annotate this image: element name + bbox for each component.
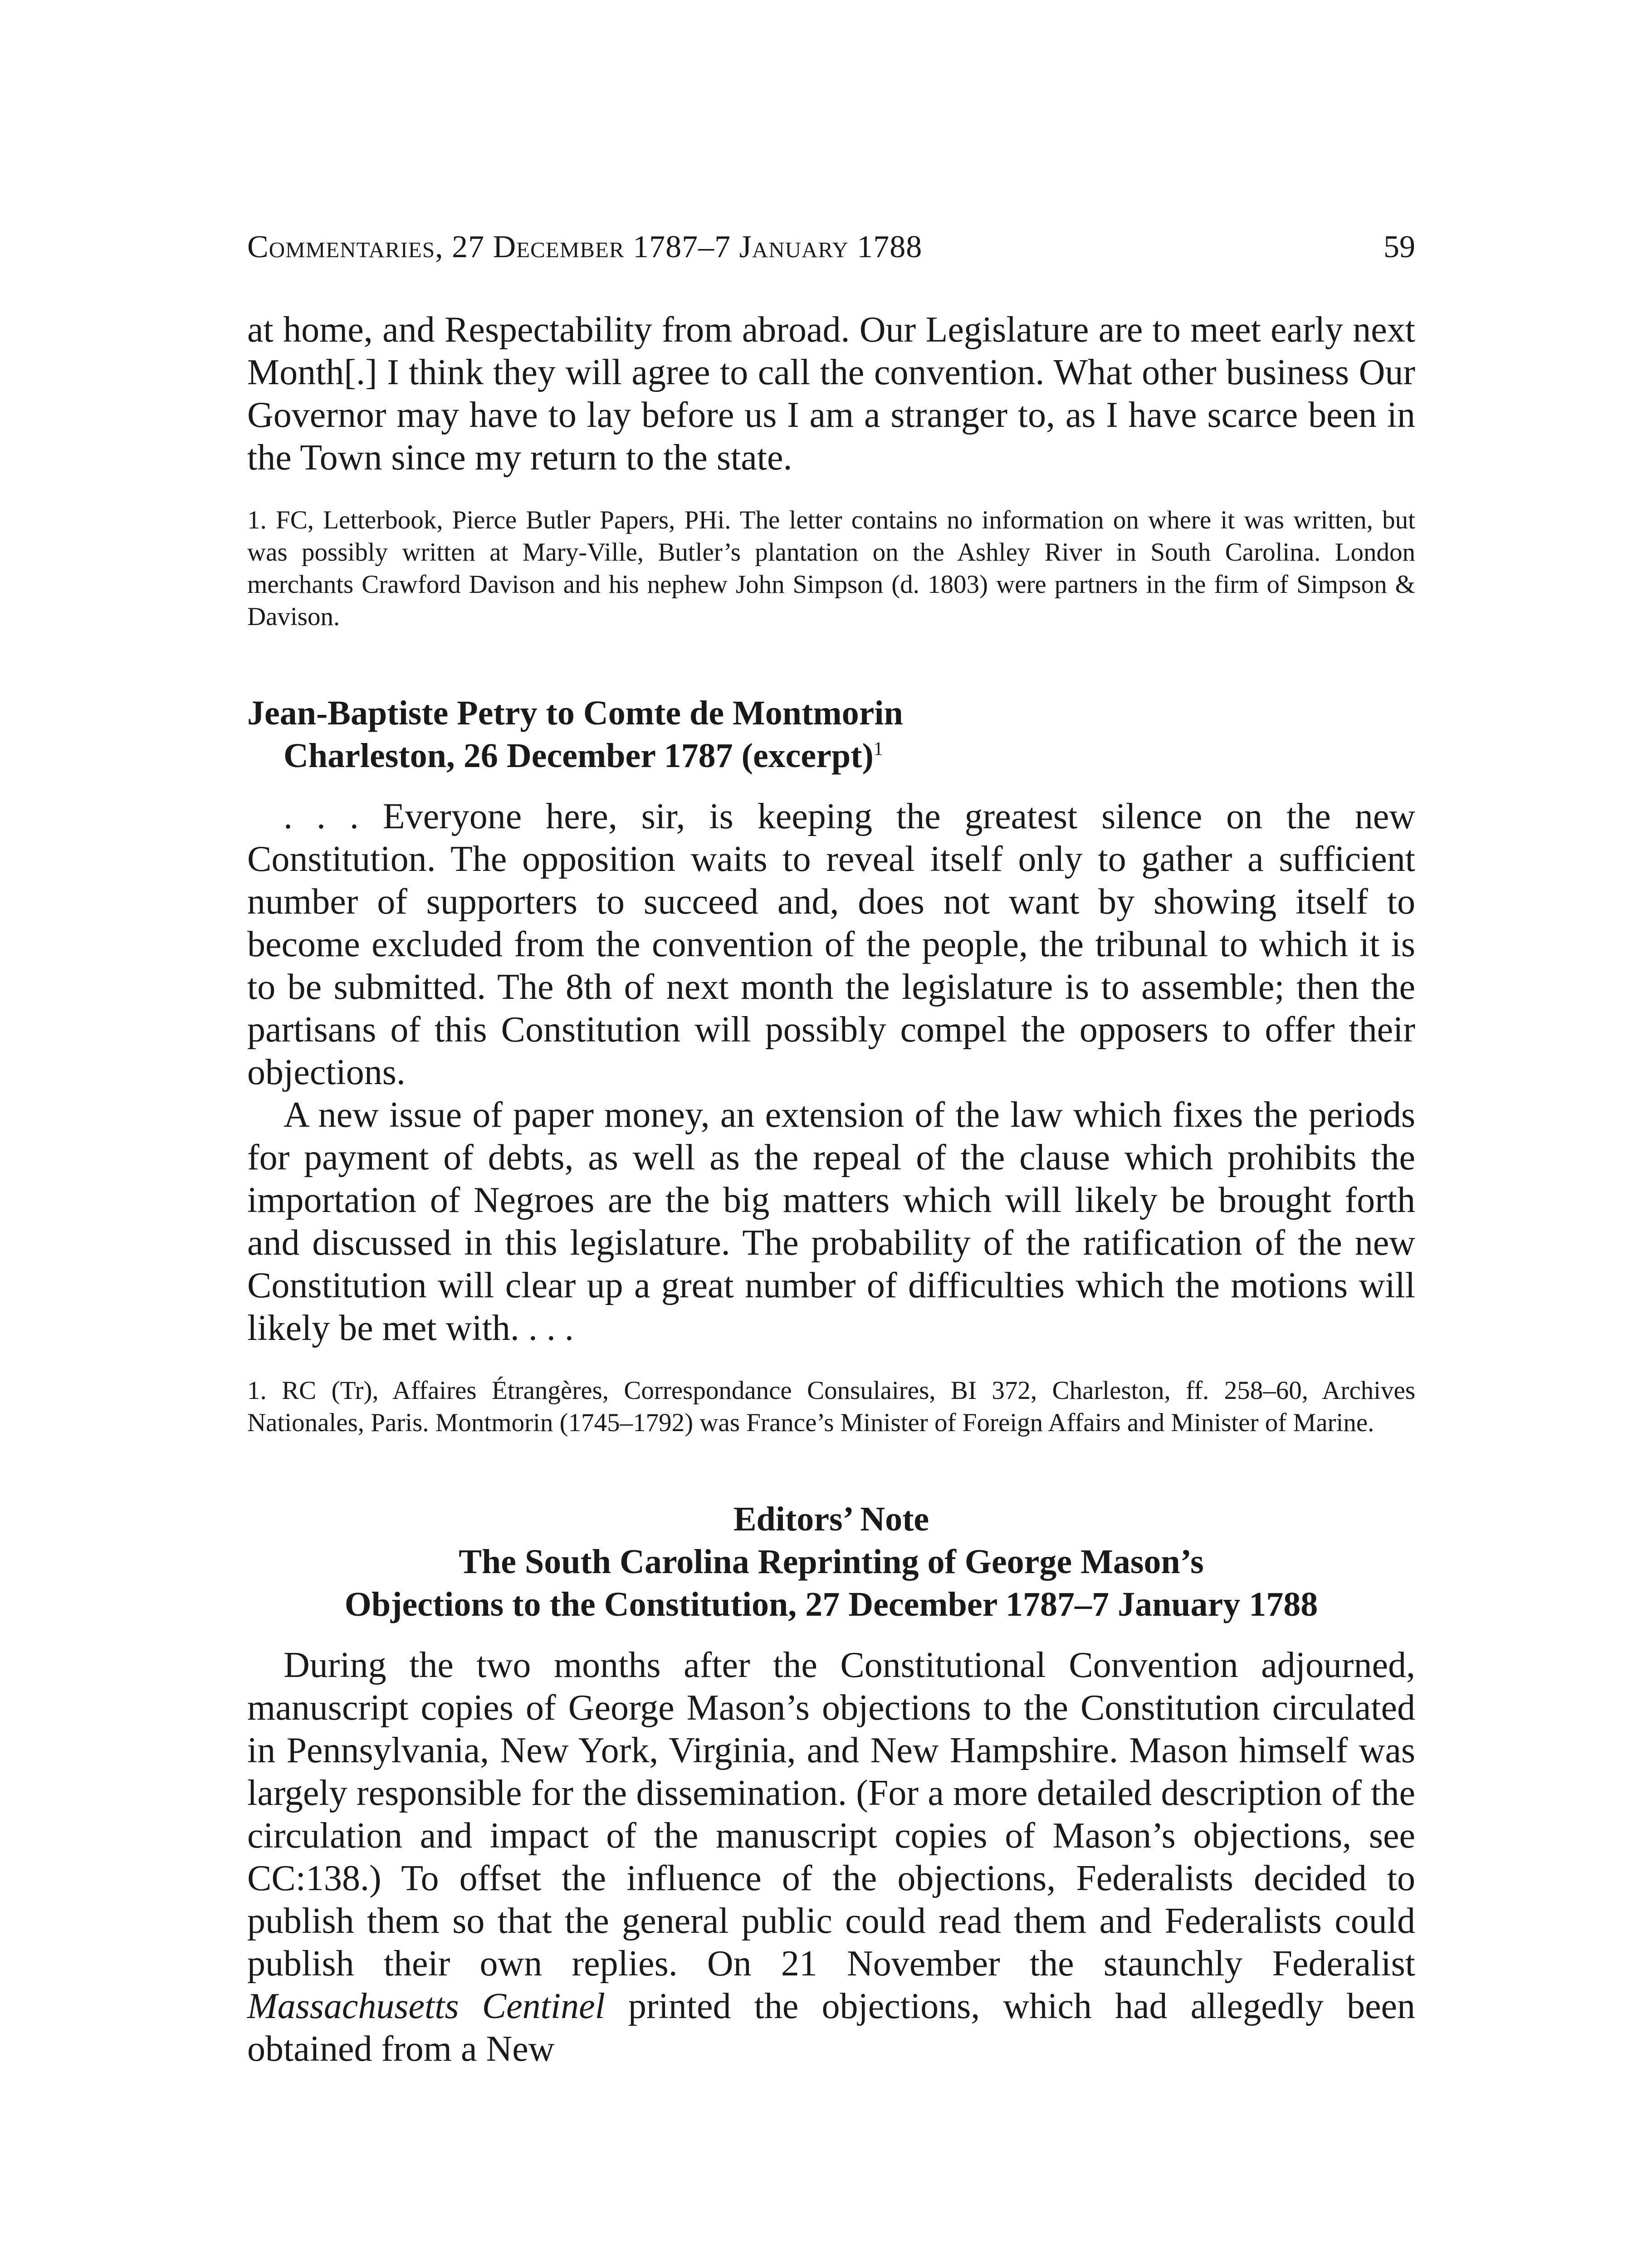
petry-letter-paragraph-1: . . . Everyone here, sir, is keeping the greatest silence on the new Constitution. The opposition waits to reveal itself only to gather a sufficient number of supporters to succeed and, does not want by showing itself to become excluded from the convention of the people, the tribunal to which it is to be submitted. The 8th of next month the legislature is to assemble; then the partisans of this Constitution will possibly compel the opposers to offer their objections. bbox=[247, 797, 1415, 1092]
petry-letter-heading-line2-wrap bbox=[247, 734, 1415, 777]
butler-letter-paragraph: at home, and Respectability from abroad. Our Legislature are to meet early next Month[.] I think they will agree to call the convention. What other business Our Governor may have to lay before us I am a stranger to, as I have scarce been in the Town since my return to the state. bbox=[247, 310, 1415, 478]
editors-note-heading-line2: The South Carolina Reprinting of George Mason’s bbox=[459, 1543, 1204, 1581]
page-number: 59 bbox=[1384, 230, 1415, 264]
petry-letter-footnote-1: 1. RC (Tr), Affaires Étrangères, Correspondance Consulaires, BI 372, Charleston, ff. 258–60, Archives Nationales, Paris. Montmorin (1745–1792) was France’s Minister of Foreign Affairs and Minister of Marine. bbox=[247, 1376, 1415, 1437]
petry-letter bbox=[247, 692, 1415, 1439]
running-head bbox=[247, 227, 1415, 268]
running-head-title: Commentaries, 27 December 1787–7 January 1788 bbox=[247, 230, 923, 264]
butler-letter-continuation bbox=[247, 308, 1415, 633]
petry-letter-note-marker: 1 bbox=[873, 738, 883, 760]
page-body bbox=[247, 308, 1415, 2070]
editors-note-heading-line1: Editors’ Note bbox=[733, 1500, 929, 1538]
editors-note-paragraph-part2: printed the objections, which had allegedly been obtained from a New bbox=[247, 1986, 1415, 2069]
editors-note-paragraph-part1: During the two months after the Constitutional Convention adjourned, manuscript copies of George Mason’s objections to the Constitution circulated in Pennsylvania, New York, Virginia, and New Hampshire. Mason himself was largely responsible for the dissemination. (For a more detailed description of the circulation and impact of the manuscript copies of Mason’s objections, see CC:138.) To offset the influence of the objections, Federalists decided to publish them so that the general public could read them and Federalists could publish their own replies. On 21 November the staunchly Federalist bbox=[247, 1645, 1415, 1984]
petry-letter-footnotes bbox=[247, 1374, 1415, 1439]
petry-letter-paragraph-2: A new issue of paper money, an extension of the law which fixes the periods for payment of debts, as well as the repeal of the clause which prohibits the importation of Negroes are the big matters which will likely be brought forth and discussed in this legislature. The probability of the ratification of the new Constitution will clear up a great number of difficulties which the motions will likely be met with. . . . bbox=[247, 1095, 1415, 1348]
editors-note-text bbox=[247, 1644, 1415, 2070]
newspaper-title: Massachusetts Centinel bbox=[247, 1986, 605, 2026]
editors-note-paragraph bbox=[247, 1644, 1415, 2070]
editors-note-heading bbox=[247, 1498, 1415, 1626]
editors-note-heading-line3: Objections to the Constitution, 27 December 1787–7 January 1788 bbox=[344, 1585, 1318, 1623]
editors-note bbox=[247, 1498, 1415, 2070]
petry-letter-heading bbox=[247, 692, 1415, 777]
petry-letter-heading-line2: Charleston, 26 December 1787 (excerpt) bbox=[284, 737, 874, 775]
petry-letter-text bbox=[247, 795, 1415, 1349]
book-page bbox=[247, 0, 1415, 2268]
petry-letter-heading-line1: Jean-Baptiste Petry to Comte de Montmorin bbox=[247, 694, 903, 732]
butler-letter-footnotes bbox=[247, 504, 1415, 633]
butler-letter-footnote-1: 1. FC, Letterbook, Pierce Butler Papers, PHi. The letter contains no information on where it was written, but was possibly written at Mary-Ville, Butler’s plantation on the Ashley River in South Carolina. London merchants Crawford Davison and his nephew John Simpson (d. 1803) were partners in the firm of Simpson & Davison. bbox=[247, 506, 1415, 631]
